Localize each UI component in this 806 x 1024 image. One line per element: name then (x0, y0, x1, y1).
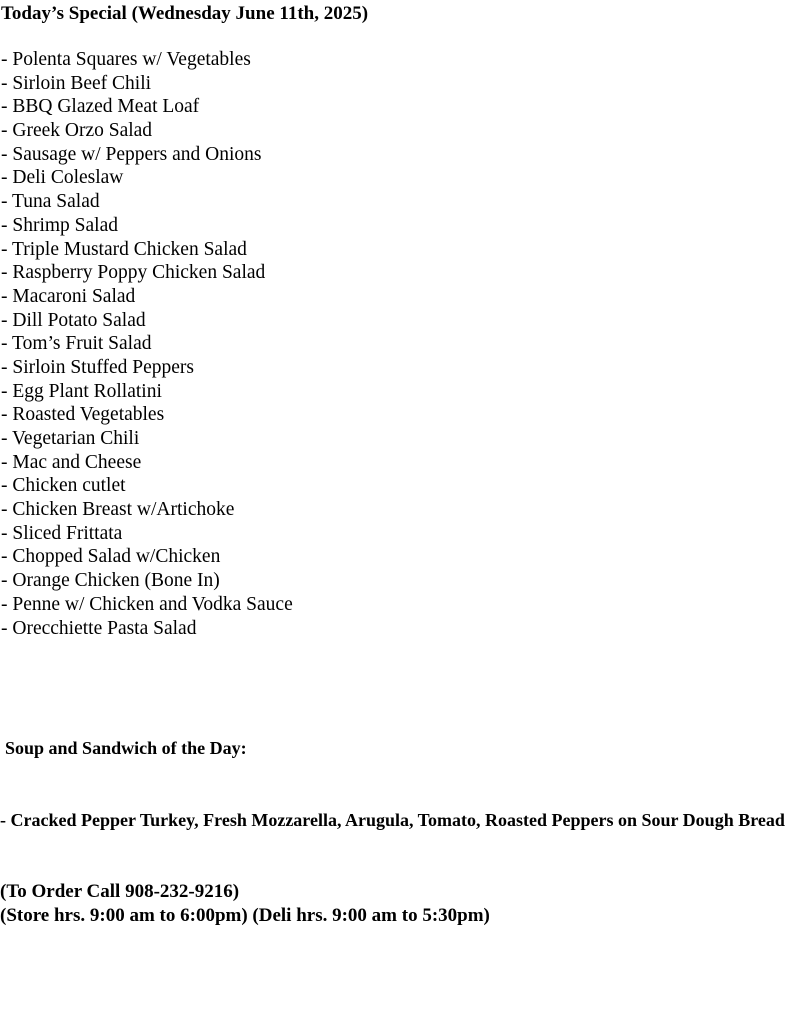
list-item: - Tuna Salad (1, 191, 100, 213)
list-item: - Vegetarian Chili (1, 428, 140, 449)
list-item: - Egg Plant Rollatini (1, 380, 162, 402)
list-item: - Raspberry Poppy Chicken Salad (1, 262, 266, 284)
list-item: - Sirloin Beef Chili (1, 72, 152, 94)
list-item: - Penne w/ Chicken and Vodka Sauce (1, 593, 293, 615)
list-item: - Chicken Breast w/Artichoke (1, 499, 235, 521)
list-item: - Mac and Cheese (1, 451, 142, 473)
list-item: - Polenta Squares w/ Vegetables (1, 49, 251, 70)
list-item: - Orange Chicken (Bone In) (1, 570, 220, 592)
list-item: - Roasted Vegetables (1, 404, 165, 426)
contact-info (0, 880, 490, 928)
soup-sandwich-heading: Soup and Sandwich of the Day: (5, 738, 247, 758)
sandwich-description: - Cracked Pepper Turkey, Fresh Mozzarella, Arugula, Tomato, Roasted Peppers on Sour Dough Bread (0, 810, 785, 830)
page-title: Today’s Special (Wednesday June 11th, 2025) (1, 3, 369, 24)
list-item: - Triple Mustard Chicken Salad (1, 238, 247, 260)
order-phone: (To Order Call 908-232-9216) (0, 881, 240, 902)
list-item: - Sliced Frittata (1, 522, 123, 544)
list-item: - Greek Orzo Salad (1, 120, 153, 142)
list-item: - Shrimp Salad (1, 214, 118, 236)
list-item: - BBQ Glazed Meat Loaf (1, 96, 200, 118)
list-item: - Chopped Salad w/Chicken (1, 546, 221, 568)
specials-list (1, 48, 293, 640)
list-item: - Deli Coleslaw (1, 167, 124, 189)
list-item: - Dill Potato Salad (1, 309, 146, 331)
list-item: - Orecchiette Pasta Salad (1, 617, 197, 639)
list-item: - Chicken cutlet (1, 475, 126, 497)
list-item: - Macaroni Salad (1, 285, 136, 307)
store-hours: (Store hrs. 9:00 am to 6:00pm) (Deli hrs. 9:00 am to 5:30pm) (0, 905, 490, 926)
list-item: - Tom’s Fruit Salad (1, 333, 152, 355)
list-item: - Sausage w/ Peppers and Onions (1, 143, 262, 165)
list-item: - Sirloin Stuffed Peppers (1, 356, 195, 378)
